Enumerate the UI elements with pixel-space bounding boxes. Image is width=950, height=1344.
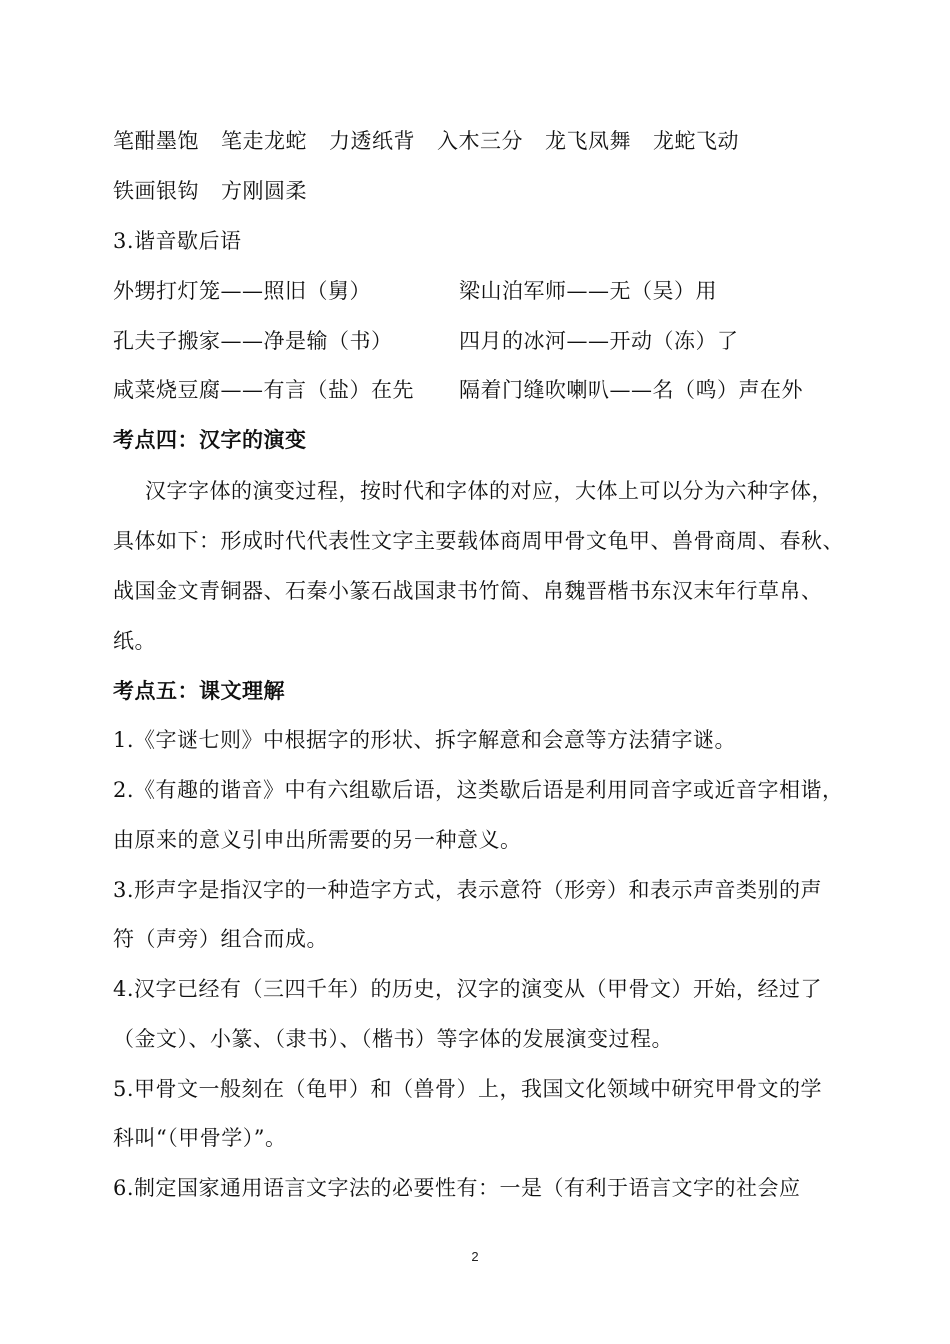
idiom: 力透纸背 bbox=[329, 129, 415, 153]
xiehouyu-right-1: 梁山泊军师——无（吴）用 bbox=[459, 279, 717, 303]
section-5-line: （金文）、小篆、（隶书）、（楷书）等字体的发展演变过程。 bbox=[113, 1027, 673, 1051]
idiom: 龙飞凤舞 bbox=[545, 129, 631, 153]
section-5-line: 3.形声字是指汉字的一种造字方式，表示意符（形旁）和表示声音类别的声 bbox=[113, 878, 823, 902]
section-5-line: 由原来的意义引申出所需要的另一种意义。 bbox=[113, 828, 522, 852]
xiehouyu-right-3: 隔着门缝吹喇叭——名（鸣）声在外 bbox=[459, 378, 803, 402]
section-5-line: 1.《字谜七则》中根据字的形状、拆字解意和会意等方法猜字谜。 bbox=[113, 728, 737, 752]
idiom-row-1 bbox=[113, 127, 739, 155]
idiom: 龙蛇飞动 bbox=[653, 129, 739, 153]
section-5-line: 4.汉字已经有（三四千年）的历史，汉字的演变从（甲骨文）开始，经过了 bbox=[113, 977, 823, 1001]
idiom: 笔走龙蛇 bbox=[221, 129, 307, 153]
section-5-line: 科叫“（甲骨学）”。 bbox=[113, 1126, 287, 1150]
section-5-line: 符（声旁）组合而成。 bbox=[113, 927, 328, 951]
xiehouyu-left-2: 孔夫子搬家——净是输（书） bbox=[113, 329, 393, 353]
xiehouyu-right-2: 四月的冰河——开动（冻）了 bbox=[459, 329, 739, 353]
section-4-paragraph-line: 战国金文青铜器、石秦小篆石战国隶书竹简、帛魏晋楷书东汉末年行草帛、 bbox=[113, 579, 823, 603]
section-4-paragraph-line: 具体如下：形成时代代表性文字主要载体商周甲骨文龟甲、兽骨商周、春秋、 bbox=[113, 529, 844, 553]
page-number: 2 bbox=[471, 1249, 479, 1264]
xiehouyu-title: 3.谐音歇后语 bbox=[113, 229, 242, 253]
idiom: 铁画银钩 bbox=[113, 179, 199, 203]
section-4-paragraph-line: 纸。 bbox=[113, 629, 156, 653]
section-5-line: 5.甲骨文一般刻在（龟甲）和（兽骨）上，我国文化领域中研究甲骨文的学 bbox=[113, 1077, 823, 1101]
idiom: 入木三分 bbox=[437, 129, 523, 153]
xiehouyu-left-1: 外甥打灯笼——照旧（舅） bbox=[113, 279, 371, 303]
section-4-heading: 考点四：汉字的演变 bbox=[113, 428, 307, 452]
idiom: 方刚圆柔 bbox=[221, 179, 307, 203]
section-5-line: 6.制定国家通用语言文字法的必要性有：一是（有利于语言文字的社会应 bbox=[113, 1176, 801, 1200]
section-4-paragraph-line: 汉字字体的演变过程，按时代和字体的对应，大体上可以分为六种字体， bbox=[145, 479, 833, 503]
section-5-heading: 考点五：课文理解 bbox=[113, 679, 285, 703]
idiom-row-2 bbox=[113, 177, 307, 205]
xiehouyu-left-3: 咸菜烧豆腐——有言（盐）在先 bbox=[113, 378, 414, 402]
section-5-line: 2.《有趣的谐音》中有六组歇后语，这类歇后语是利用同音字或近音字相谐， bbox=[113, 778, 844, 802]
idiom: 笔酣墨饱 bbox=[113, 129, 199, 153]
